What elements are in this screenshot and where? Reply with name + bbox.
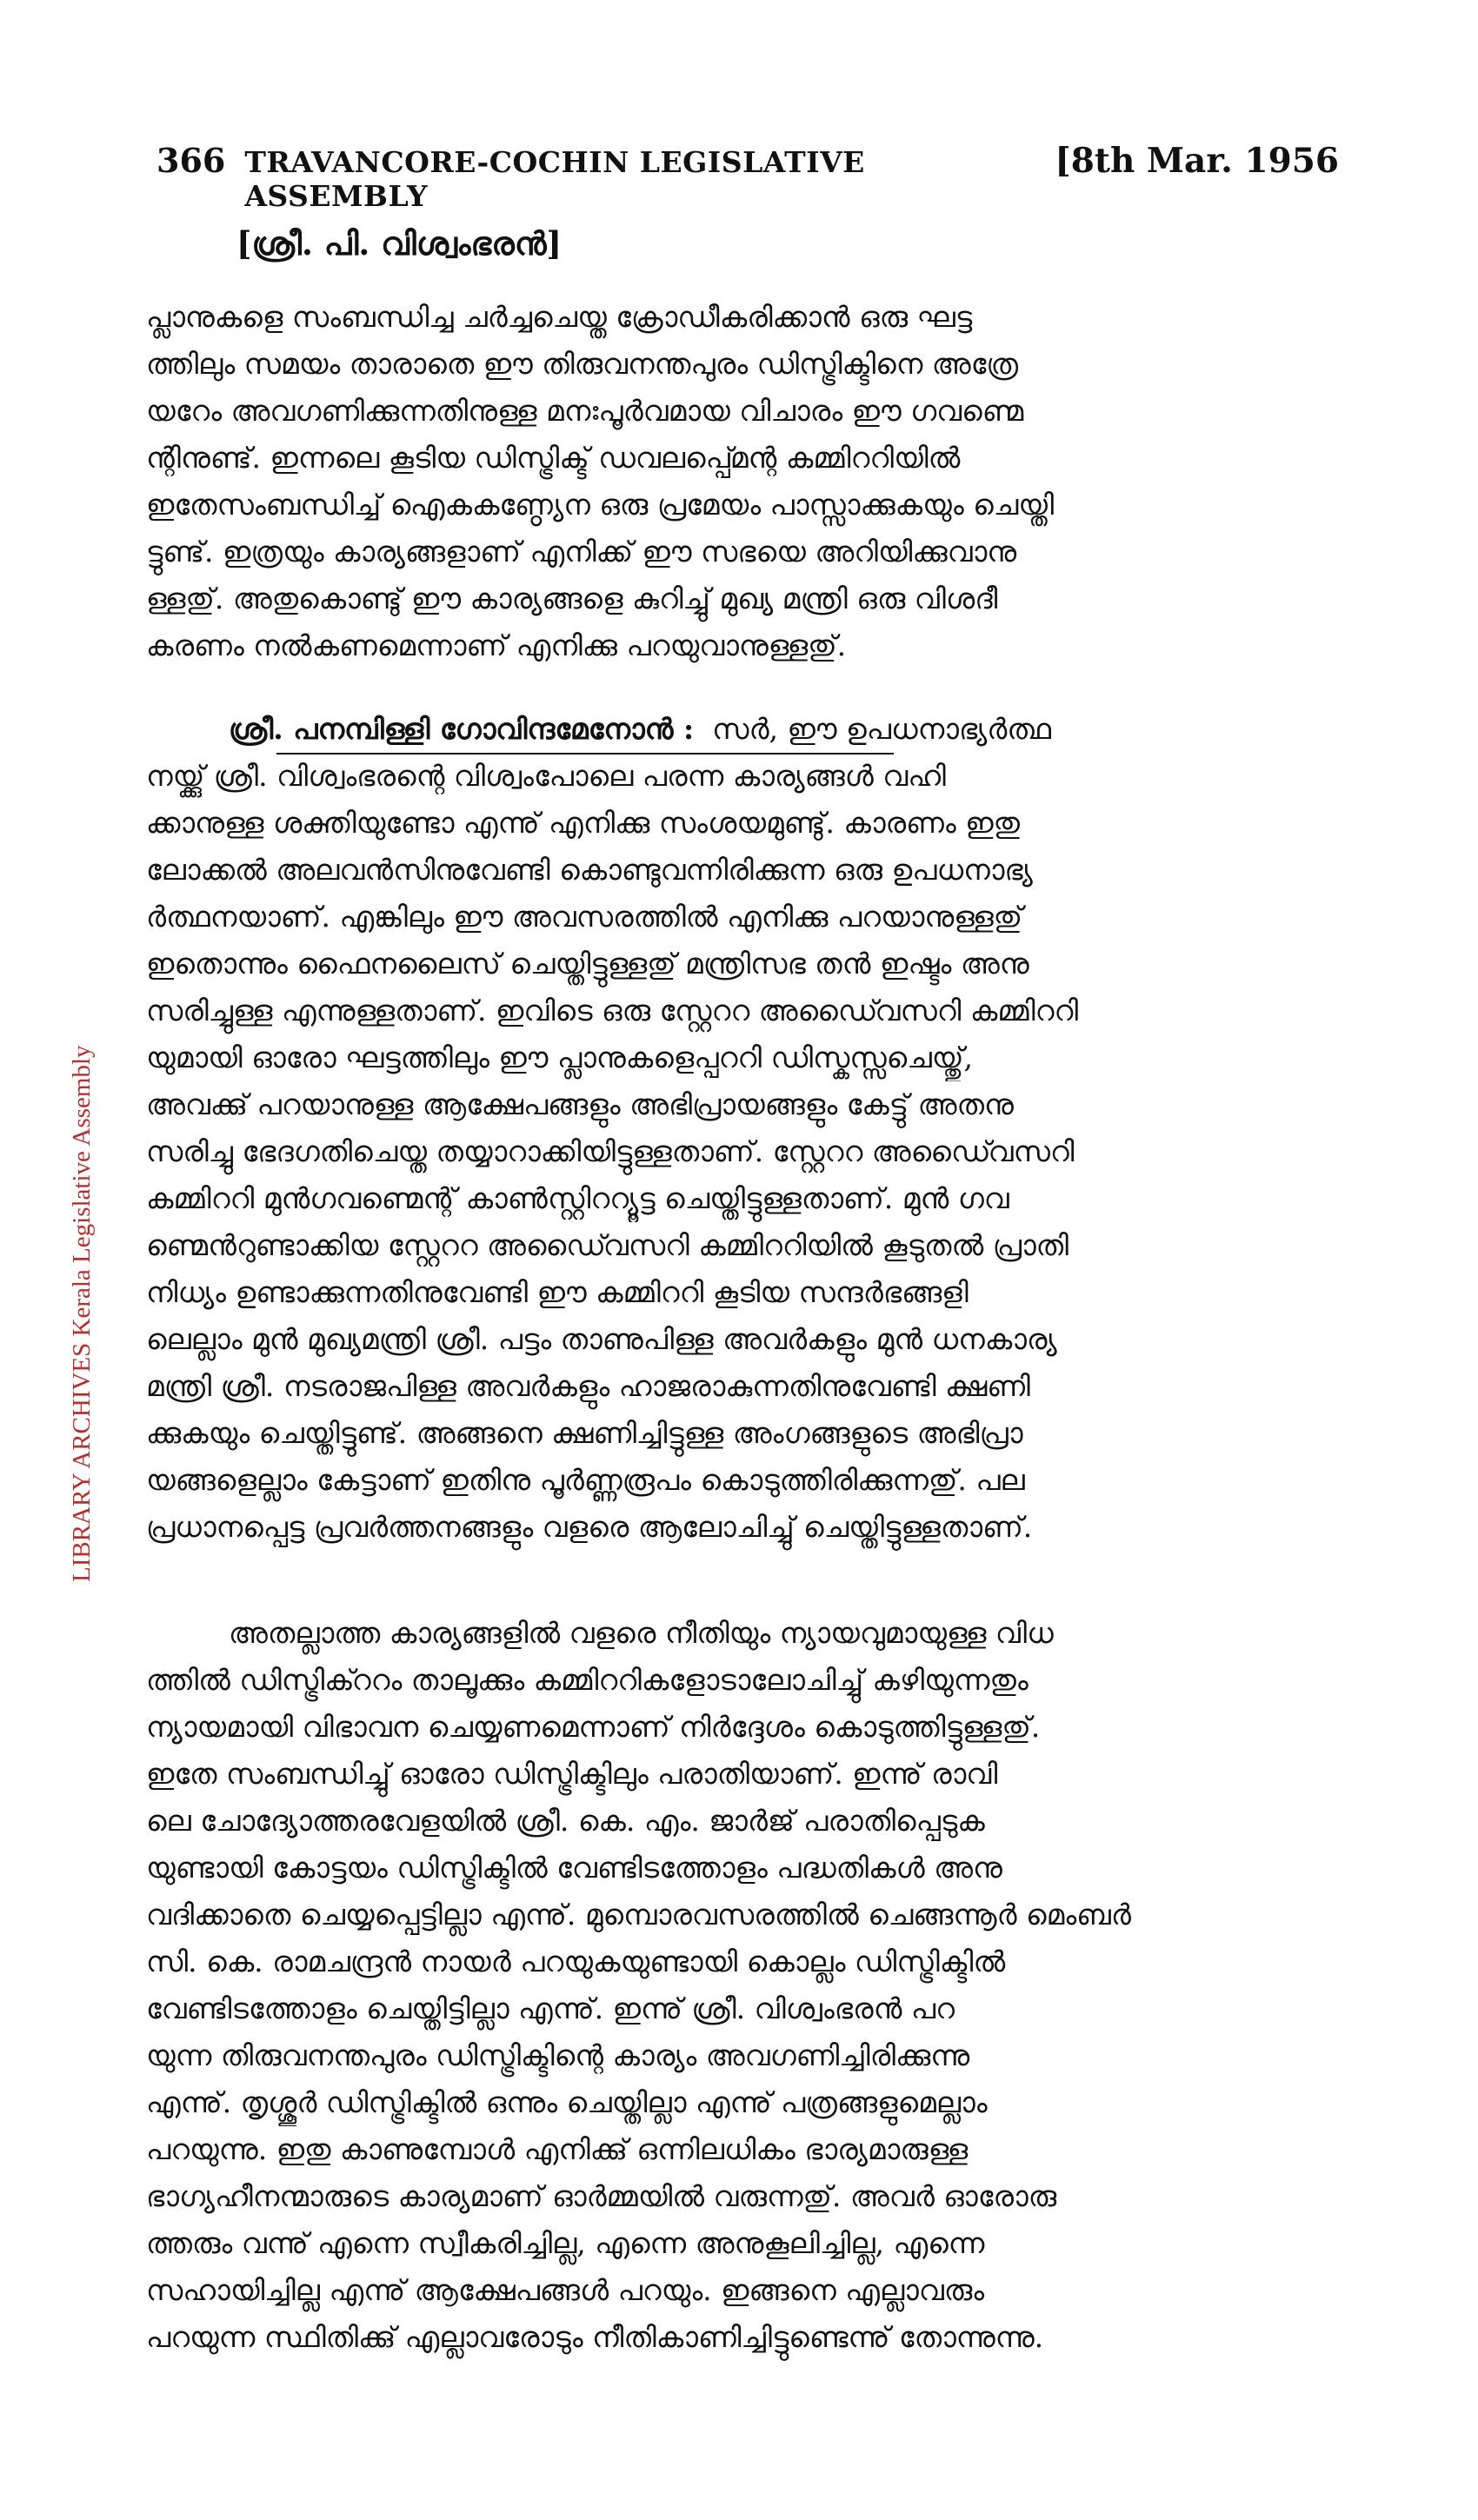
session-date: [8th Mar. 1956 [1055,141,1339,181]
text-line: പറയുന്നു. ഇതു കാണുമ്പോൾ എനിക്കു് ഒന്നിലധികം ഭാര്യമാരുള്ള [146,2132,969,2166]
page-number: 366 [156,141,226,180]
text-line: വേണ്ടിടത്തോളം ചെയ്തിട്ടില്ലാ എന്നു്. ഇന്നു് ശ്രീ. വിശ്വംഭരൻ പറ [146,1991,955,2025]
text-line: ത്തരും വന്നു് എന്നെ സ്വീകരിച്ചില്ല, എന്നെ അനുകൂലിച്ചില്ല, എന്നെ [146,2226,985,2260]
text-line: നയ്ക്കു് ശ്രീ. വിശ്വംഭരന്റെ വിശ്വംപോലെ പരന്ന കാര്യങ്ങൾ വഹി [146,759,946,793]
text-line: ട്ടുണ്ട്. ഇത്രയും കാര്യങ്ങളാണ് എനിക്ക് ഈ സഭയെ അറിയിക്കുവാനു [146,535,1017,568]
paragraph-3 [146,1610,1346,2361]
text-line: പറയുന്ന സ്ഥിതിക്കു് എല്ലാവരോടും നീതികാണിച്ചിട്ടുണ്ടെന്നു് തോന്നുന്നു. [146,2320,1044,2354]
text-line: ഇതേ സംബന്ധിച്ചു് ഓരോ ഡിസ്ട്രിക്ടിലും പരാതിയാണ്. ഇന്നു് രാവി [146,1757,998,1791]
text-line: അതല്ലാത്ത കാര്യങ്ങളിൽ വളരെ നീതിയും ന്യായവുമായുള്ള വിധ [229,1616,1054,1650]
text-line: ഇതൊന്നും ഫൈനലൈസ് ചെയ്തിട്ടുള്ളതു് മന്ത്രിസഭ തൻ ഇഷ്ടം അനു [146,947,1029,981]
text-line: ർത്ഥനയാണ്. എങ്കിലും ഈ അവസരത്തിൽ എനിക്കു പറയാനുള്ളതു് [146,900,1023,934]
page-header [156,141,1339,213]
text-line: ലെല്ലാം മുൻ മുഖ്യമന്ത്രി ശ്രീ. പട്ടം താണുപിള്ള അവർകളും മുൻ ധനകാര്യ [146,1322,1057,1356]
text-line: കരണം നൽകണമെന്നാണ് എനിക്കു പറയുവാനുള്ളതു്. [146,628,847,662]
text-line: ന്റിനുണ്ട്. ഇന്നലെ കൂടിയ ഡിസ്ട്രിക്ട് ഡവലപ്പ്മെന്റ കമ്മിററിയിൽ [146,441,961,475]
text-line: ഇതേസംബന്ധിച്ച് ഐകകണ്ഠ്യേന ഒരു പ്രമേയം പാസ്സാക്കുകയും ചെയ്തി [146,488,1055,522]
text-line: സരിച്ചു ഭേദഗതിചെയ്ത തയ്യാറാക്കിയിട്ടുള്ളതാണ്. സ്റ്റേററ അഡൈ്വസറി [146,1134,1075,1168]
text-line: അവക്കു് പറയാനുള്ള ആക്ഷേപങ്ങളും അഭിപ്രായങ്ങളും കേട്ടു് അതനു [146,1087,1014,1121]
speaker-text: സർ, ഈ ഉപധനാഭ്യർത്ഥ [712,712,1052,746]
text-line: സി. കെ. രാമചന്ദ്രൻ നായർ പറയുകയുണ്ടായി കൊല്ലം ഡിസ്ട്രിക്ടിൽ [146,1945,1006,1978]
text-line: യുണ്ടായി കോട്ടയം ഡിസ്ട്രിക്ടിൽ വേണ്ടിടത്തോളം പദ്ധതികൾ അനു [146,1851,1002,1885]
text-line: യുമായി ഓരോ ഘട്ടത്തിലും ഈ പ്ലാനുകളെപ്പററി ഡിസ്കസ്സചെയ്തു്, [146,1041,973,1074]
speaker-name: ശ്രീ. പനമ്പിള്ളി ഗോവിന്ദമേനോൻ : [229,712,695,746]
text-line: സഹായിച്ചില്ല എന്നു് ആക്ഷേപങ്ങൾ പറയും. ഇങ്ങനെ എല്ലാവരും [146,2273,985,2307]
text-line: ള്ളതു്. അതുകൊണ്ടു് ഈ കാര്യങ്ങളെ കുറിച്ചു് മുഖ്യ മന്ത്രി ഒരു വിശദീ [146,582,998,615]
text-line: എന്നു്. തൃശ്ശൂർ ഡിസ്ട്രിക്ടിൽ ഒന്നും ചെയ്തില്ലാ എന്നു് പത്രങ്ങളുമെല്ലാം [146,2085,988,2119]
text-line: യറേം അവഗണിക്കുന്നതിനുള്ള മനഃപൂർവമായ വിചാരം ഈ ഗവണ്മെ [146,394,1024,428]
paragraph-2 [146,706,1346,1551]
text-line: പ്രധാനപ്പെട്ട പ്രവർത്തനങ്ങളും വളരെ ആലോചിച്ചു് ചെയ്തിട്ടുള്ളതാണ്. [146,1510,1033,1544]
text-line: ലെ ചോദ്യോത്തരവേളയിൽ ശ്രീ. കെ. എം. ജാർജ് പരാതിപ്പെടുക [146,1804,985,1838]
archive-watermark: LIBRARY ARCHIVES Kerala Legislative Assembly [68,1045,96,1582]
continued-speaker-tag: [ശ്രീ. പി. വിശ്വംഭരൻ] [236,224,563,263]
text-line: ലോക്കൽ അലവൻസിനുവേണ്ടി കൊണ്ടുവന്നിരിക്കുന്ന ഒരു ഉപധനാഭ്യ [146,853,1033,887]
text-line: ക്കുകയും ചെയ്തിട്ടുണ്ട്. അങ്ങനെ ക്ഷണിച്ചിട്ടുള്ള അംഗങ്ങളുടെ അഭിപ്രാ [146,1416,1023,1450]
text-line: ക്കാനുള്ള ശക്തിയുണ്ടോ എന്നു് എനിക്കു സംശയമുണ്ടു്. കാരണം ഇതു [146,806,1020,840]
text-line: ത്തിലും സമയം താരാതെ ഈ തിരുവനന്തപുരം ഡിസ്ട്രിക്ടിനെ അത്രേ [146,347,1019,381]
text-line: കമ്മിററി മുൻഗവണ്മെന്റ് കാൺസ്റ്റിററ്യൂട്ട ചെയ്തിട്ടുള്ളതാണ്. മുൻ ഗവ [146,1181,1009,1215]
text-line: യങ്ങളെല്ലാം കേട്ടാണ് ഇതിനു പൂർണ്ണരൂപം കൊടുത്തിരിക്കുന്നതു്. പല [146,1463,1025,1497]
paragraph-1 [146,294,1346,669]
text-line: ന്യായമായി വിഭാവന ചെയ്യണമെന്നാണ് നിർദ്ദേശം കൊടുത്തിട്ടുള്ളതു്. [146,1710,1041,1744]
text-line: സരിച്ചുള്ള എന്നുള്ളതാണ്. ഇവിടെ ഒരു സ്റ്റേററ അഡൈ്വസറി കമ്മിററി [146,994,1079,1027]
journal-title: TRAVANCORE-COCHIN LEGISLATIVE ASSEMBLY [244,145,865,213]
speaker-underline [276,753,894,755]
text-line: പ്ലാനുകളെ സംബന്ധിച്ച ചർച്ചചെയ്ത ക്രോഡീകരിക്കാൻ ഒരു ഘട്ട [146,300,973,334]
text-line: ണ്മെൻറുണ്ടാക്കിയ സ്റ്റേററ അഡൈ്വസറി കമ്മിററിയിൽ കൂടുതൽ പ്രാതി [146,1228,1069,1262]
text-line: ഭാഗ്യഹീനന്മാരുടെ കാര്യമാണ് ഓർമ്മയിൽ വരുന്നതു്. അവർ ഓരോരു [146,2179,1057,2213]
text-line: വദിക്കാതെ ചെയ്യപ്പെട്ടില്ലാ എന്നു്. മുമ്പൊരവസരത്തിൽ ചെങ്ങന്നൂർ മെംബർ [146,1898,1131,1932]
text-line: നിധ്യം ഉണ്ടാക്കുന്നതിനുവേണ്ടി ഈ കമ്മിററി കൂടിയ സന്ദർഭങ്ങളി [146,1275,969,1309]
text-line: ത്തിൽ ഡിസ്ട്രിക്ററം താലൂക്കും കമ്മിററികളോടാലോചിച്ചു് കഴിയുന്നതും [146,1663,1029,1697]
text-line: മന്ത്രി ശ്രീ. നടരാജപിള്ള അവർകളും ഹാജരാകുന്നതിനുവേണ്ടി ക്ഷണി [146,1369,1030,1403]
text-line [146,706,1346,753]
text-line: യുന്ന തിരുവനന്തപുരം ഡിസ്ട്രിക്ടിന്റെ കാര്യം അവഗണിച്ചിരിക്കുന്നു [146,2038,970,2072]
